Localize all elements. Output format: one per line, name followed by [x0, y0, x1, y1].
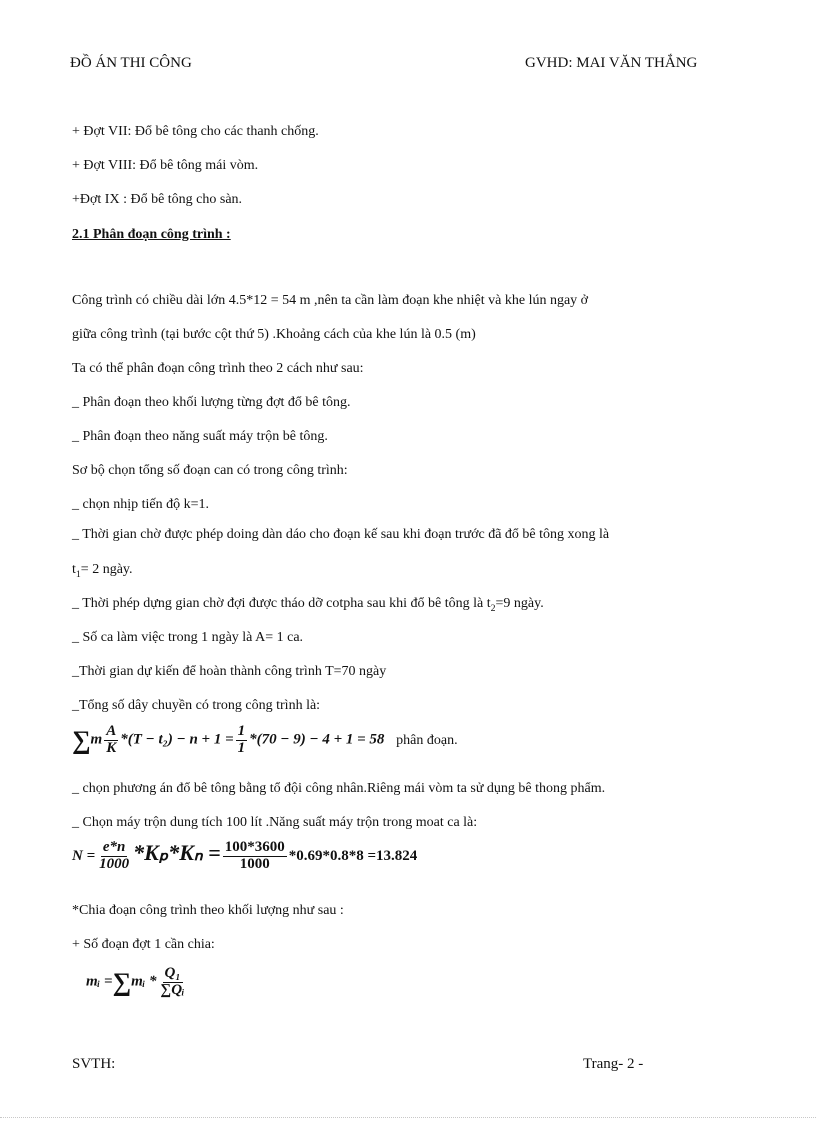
fraction: [159, 966, 187, 999]
formula-text: *0.69*0.8*8 =13.824: [288, 848, 418, 864]
sigma-symbol: ∑: [112, 967, 132, 997]
formula-text: mᵢ *: [131, 973, 157, 990]
formula-text: m: [90, 731, 103, 748]
formula-productivity: [72, 840, 417, 873]
text-part: t: [72, 562, 76, 577]
header-right: GVHD: MAI VĂN THẮNG: [525, 55, 698, 71]
paragraph: Sơ bộ chọn tổng số đoạn can có trong công trình:: [72, 463, 348, 478]
paragraph: giữa công trình (tại bước cột thứ 5) .Khoảng cách của khe lún là 0.5 (m): [72, 327, 476, 342]
formula-sum-m: [72, 724, 458, 757]
paragraph: _Thời gian dự kiến để hoàn thành công trình T=70 ngày: [72, 664, 387, 679]
paragraph: [72, 561, 133, 584]
subscript: 2: [490, 602, 496, 614]
sigma-symbol: ∑: [72, 725, 91, 755]
paragraph: Công trình có chiều dài lớn 4.5*12 = 54 m ,nên ta cần làm đoạn khe nhiệt và khe lún ngay ở: [72, 293, 589, 308]
formula-text: mᵢ =: [86, 973, 113, 990]
fraction-numerator: Q₁: [164, 965, 181, 981]
paragraph: + Số đoạn đợt 1 cần chia:: [72, 937, 215, 952]
fraction-numerator: 1: [237, 723, 246, 739]
paragraph: Ta có thể phân đoạn công trình theo 2 cách như sau:: [72, 361, 364, 376]
fraction-denominator: ∑Qᵢ: [160, 981, 185, 998]
paragraph: _ Thời gian chờ được phép doing dàn dáo cho đoạn kế sau khi đoạn trước đã đổ bê tông xong là: [72, 527, 610, 542]
fraction: [236, 724, 248, 757]
paragraph: _ Chọn máy trộn dung tích 100 lít .Năng suất máy trộn trong moat ca là:: [72, 815, 478, 830]
fraction-numerator: 100*3600: [224, 839, 285, 856]
section-heading: 2.1 Phân đoạn công trình :: [72, 227, 231, 242]
formula-m-i: [86, 966, 189, 999]
fraction-denominator: 1: [237, 739, 246, 756]
footer-right: Trang- 2 -: [583, 1056, 644, 1072]
paragraph: + Đợt VIII: Đổ bê tông mái vòm.: [72, 158, 259, 173]
text-part: _ Thời phép dựng gian chờ đợi được tháo dỡ cotpha sau khi đổ bê tông là t: [72, 596, 491, 611]
page-edge-divider: [0, 1117, 816, 1118]
formula-text: *(70 − 9) − 4 + 1 = 58: [249, 731, 385, 748]
paragraph: +Đợt IX : Đổ bê tông cho sàn.: [72, 192, 243, 207]
paragraph: _ Số ca làm việc trong 1 ngày là A= 1 ca.: [72, 630, 304, 645]
text-part: =9 ngày.: [495, 596, 544, 611]
fraction: [104, 724, 118, 757]
formula-unit: phân đoạn.: [396, 732, 458, 748]
paragraph: _Tổng số dây chuyền có trong công trình là:: [72, 698, 321, 713]
fraction: [97, 840, 131, 873]
fraction-numerator: A: [106, 723, 117, 739]
fraction-numerator: e*n: [102, 839, 126, 856]
paragraph: _ Phân đoạn theo năng suất máy trộn bê tông.: [72, 429, 328, 444]
header-left: ĐỒ ÁN THI CÔNG: [70, 55, 192, 71]
fraction: [223, 840, 287, 873]
fraction-denominator: 1000: [239, 856, 270, 873]
formula-text: *Kₚ*Kₙ =: [133, 840, 221, 865]
formula-text: N =: [72, 848, 96, 864]
paragraph: *Chia đoạn công trình theo khối lượng như sau :: [72, 903, 344, 918]
paragraph: _ chọn nhịp tiến độ k=1.: [72, 497, 209, 512]
paragraph: _ Phân đoạn theo khối lượng từng đợt đổ bê tông.: [72, 395, 351, 410]
fraction-denominator: 1000: [99, 856, 130, 873]
footer-left: SVTH:: [72, 1056, 116, 1072]
text-part: = 2 ngày.: [80, 562, 133, 577]
paragraph: + Đợt VII: Đổ bê tông cho các thanh chống.: [72, 124, 319, 139]
paragraph: [72, 595, 544, 618]
subscript: 1: [75, 568, 81, 580]
fraction-denominator: K: [106, 739, 117, 756]
paragraph: _ chọn phương án đổ bê tông bằng tổ đội công nhân.Riêng mái vòm ta sử dụng bê thong phẩm.: [72, 781, 606, 796]
formula-text: *(T − t₂) − n + 1 =: [120, 731, 234, 748]
